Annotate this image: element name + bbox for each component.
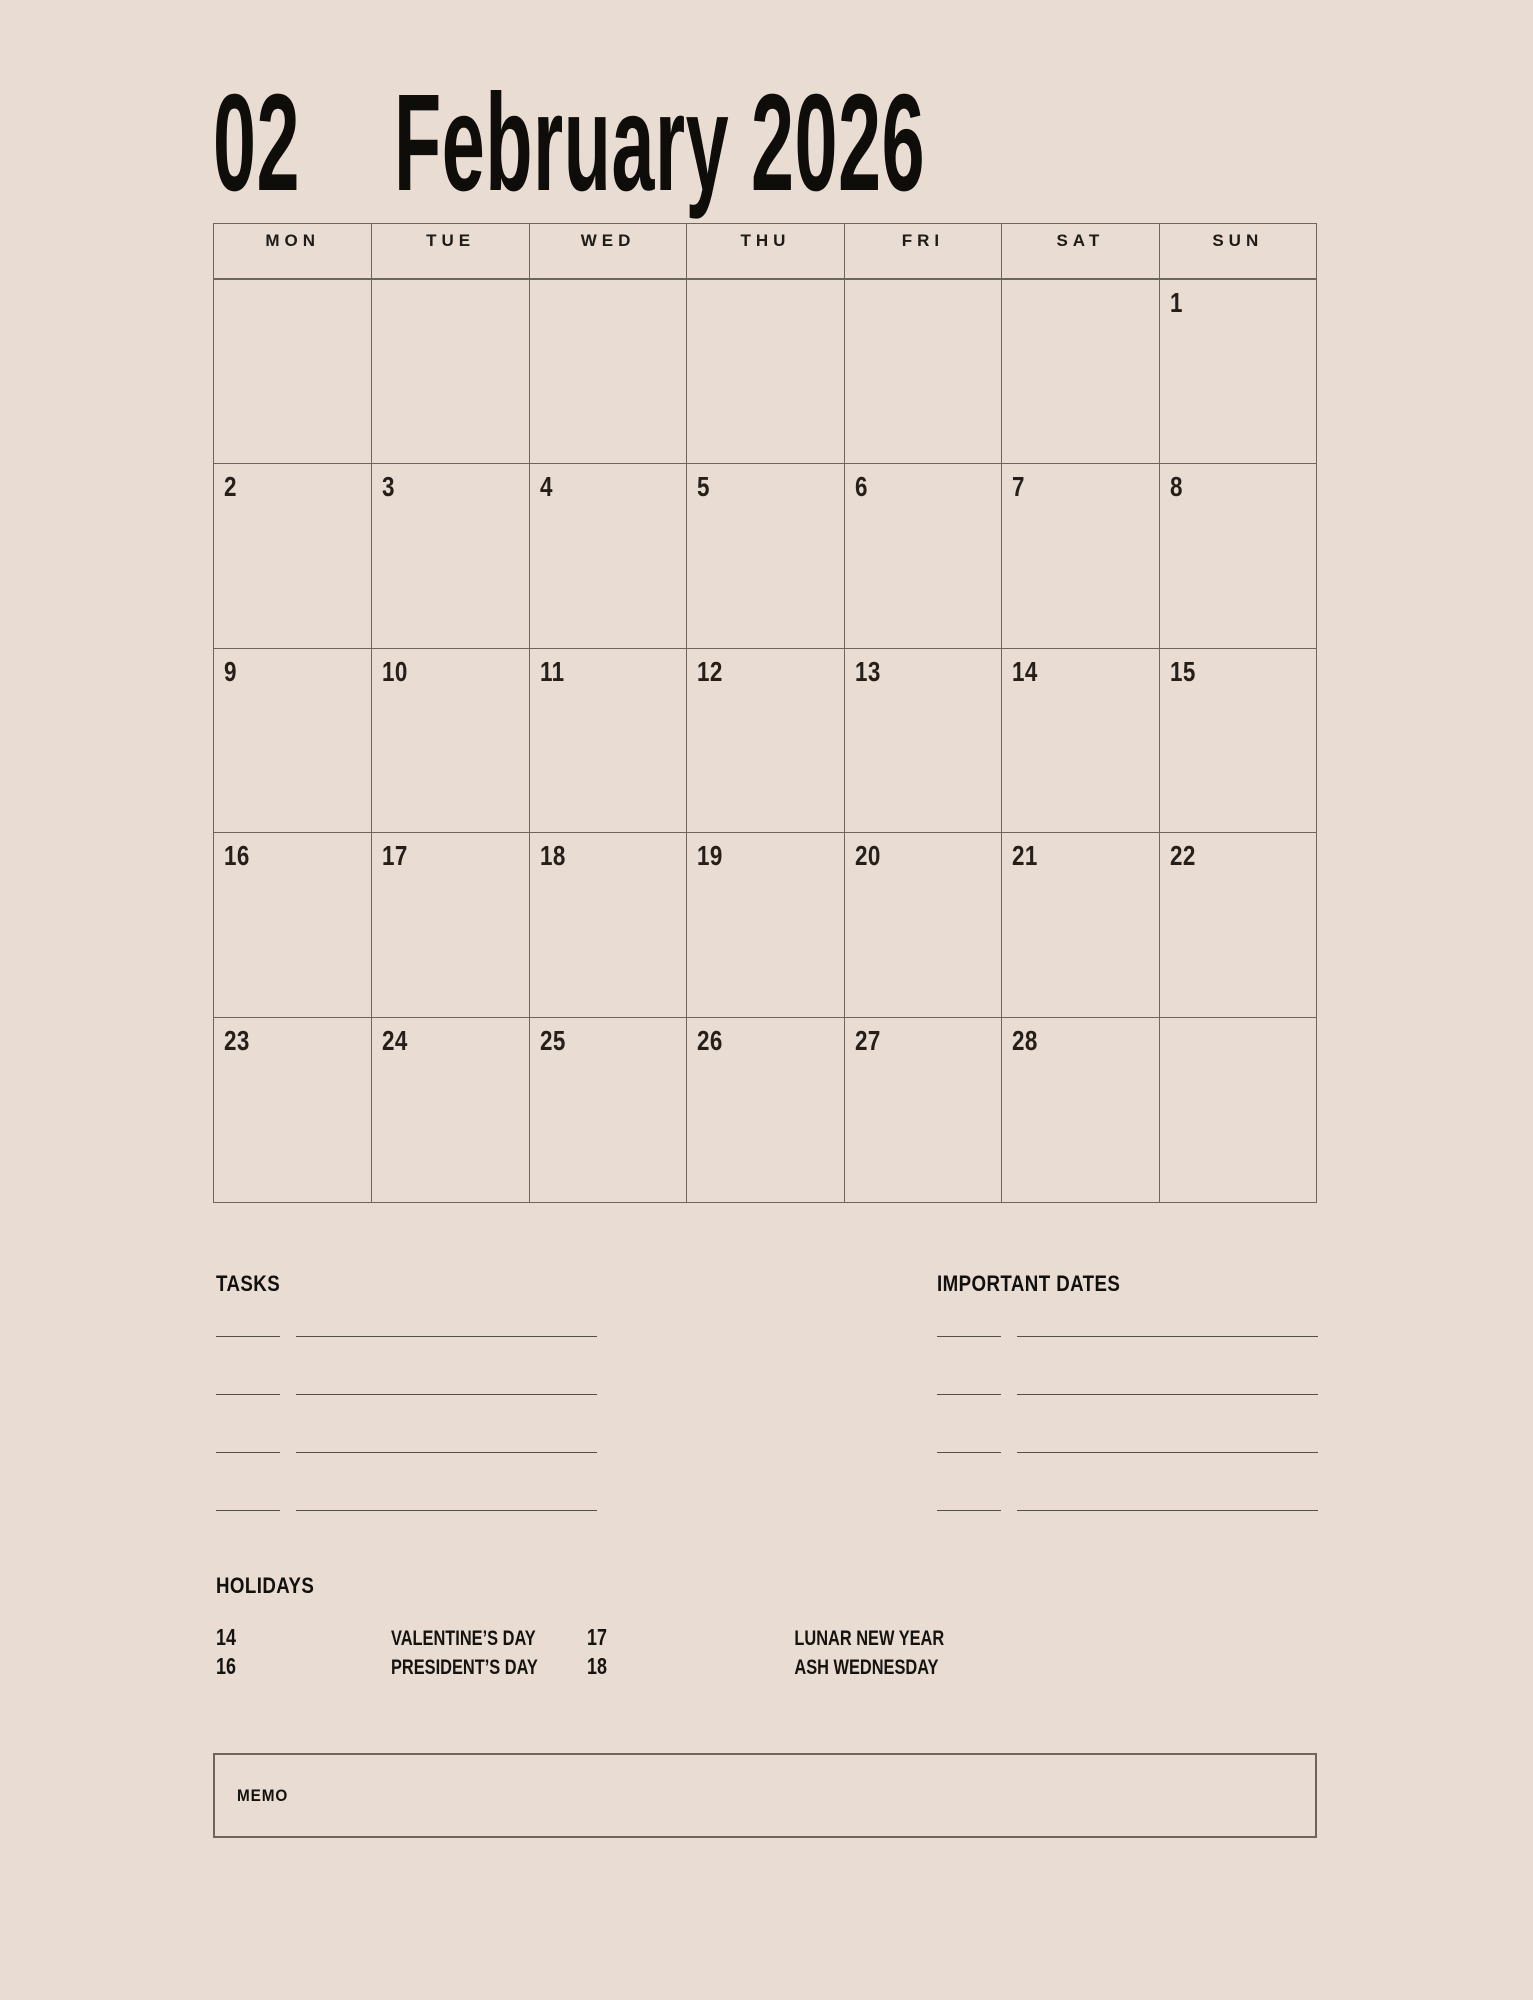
tasks-title: TASKS <box>216 1271 281 1296</box>
day-number: 24 <box>382 1025 409 1057</box>
year: 2026 <box>751 66 926 220</box>
weekday-header-tue: TUE <box>371 224 528 278</box>
important-date-date-line <box>937 1394 1001 1395</box>
day-number: 2 <box>224 470 237 502</box>
day-number: 10 <box>382 655 409 687</box>
weekday-header-fri: FRI <box>844 224 1001 278</box>
day-number: 19 <box>697 840 724 872</box>
day-number: 11 <box>539 655 565 687</box>
memo-label: MEMO <box>237 1785 289 1805</box>
month-name: February <box>394 66 730 220</box>
day-number: 6 <box>854 470 868 502</box>
day-cell-feb-20 <box>844 832 1001 1017</box>
task-line-row <box>216 1510 597 1511</box>
important-date-line-row <box>937 1452 1318 1453</box>
day-number: 16 <box>224 840 250 872</box>
important-date-text-line <box>1017 1336 1318 1337</box>
day-cell-feb-11 <box>529 648 686 833</box>
day-cell-feb-2 <box>214 463 371 648</box>
important-date-line-row <box>937 1336 1318 1337</box>
day-number: 27 <box>854 1025 881 1057</box>
task-date-line <box>216 1336 280 1337</box>
important-date-line-row <box>937 1394 1318 1395</box>
important-date-date-line <box>937 1510 1001 1511</box>
day-cell-feb-21 <box>1001 832 1158 1017</box>
day-number: 25 <box>539 1025 566 1057</box>
day-cell <box>214 278 371 463</box>
task-line-row <box>216 1336 597 1337</box>
day-cell <box>529 278 686 463</box>
holiday-name: LUNAR NEW YEAR <box>794 1627 945 1650</box>
day-cell-feb-4 <box>529 463 686 648</box>
day-cell-feb-8 <box>1159 463 1316 648</box>
day-cell-feb-13 <box>844 648 1001 833</box>
day-number: 17 <box>382 840 409 872</box>
day-number: 8 <box>1169 470 1183 502</box>
day-cell-feb-7 <box>1001 463 1158 648</box>
day-cell-feb-5 <box>686 463 843 648</box>
day-cell-feb-3 <box>371 463 528 648</box>
day-cell-feb-25 <box>529 1017 686 1202</box>
task-line-row <box>216 1394 597 1395</box>
day-cell-feb-1 <box>1159 278 1316 463</box>
holiday-name: VALENTINE’S DAY <box>391 1627 536 1650</box>
day-number: 20 <box>854 840 881 872</box>
day-cell <box>686 278 843 463</box>
day-number: 12 <box>697 655 724 687</box>
day-cell-feb-10 <box>371 648 528 833</box>
day-cell-feb-22 <box>1159 832 1316 1017</box>
holidays-title: HOLIDAYS <box>216 1573 315 1598</box>
day-number: 21 <box>1012 840 1038 872</box>
day-number: 18 <box>539 840 566 872</box>
holiday-date: 18 <box>587 1653 607 1679</box>
day-number: 14 <box>1012 655 1038 687</box>
important-date-date-line <box>937 1336 1001 1337</box>
day-number: 13 <box>854 655 881 687</box>
holiday-date: 17 <box>587 1624 607 1650</box>
day-cell-feb-26 <box>686 1017 843 1202</box>
holiday-date: 16 <box>216 1653 236 1679</box>
day-number: 9 <box>224 655 237 687</box>
day-cell-feb-9 <box>214 648 371 833</box>
day-cell-feb-16 <box>214 832 371 1017</box>
day-cell-feb-24 <box>371 1017 528 1202</box>
day-cell-feb-18 <box>529 832 686 1017</box>
task-text-line <box>296 1452 597 1453</box>
day-cell <box>1001 278 1158 463</box>
day-number: 28 <box>1012 1025 1038 1057</box>
day-number: 23 <box>224 1025 250 1057</box>
task-line-row <box>216 1452 597 1453</box>
day-cell <box>371 278 528 463</box>
weekday-header-wed: WED <box>529 224 686 278</box>
task-date-line <box>216 1394 280 1395</box>
holiday-date: 14 <box>216 1624 236 1650</box>
weekday-header-mon: MON <box>265 231 321 250</box>
holiday-name: PRESIDENT’S DAY <box>391 1656 538 1679</box>
day-cell-feb-28 <box>1001 1017 1158 1202</box>
day-number: 3 <box>382 470 396 502</box>
day-number: 5 <box>697 470 711 502</box>
weekday-header-sat: SAT <box>1001 224 1158 278</box>
task-text-line <box>296 1510 597 1511</box>
day-number: 15 <box>1169 655 1196 687</box>
day-cell-feb-23 <box>214 1017 371 1202</box>
day-cell-feb-14 <box>1001 648 1158 833</box>
task-text-line <box>296 1394 597 1395</box>
day-cell-feb-19 <box>686 832 843 1017</box>
holiday-name: ASH WEDNESDAY <box>794 1656 939 1679</box>
task-text-line <box>296 1336 597 1337</box>
month-number: 02 <box>213 66 301 220</box>
memo-box <box>213 1753 1317 1838</box>
task-date-line <box>216 1510 280 1511</box>
important-dates-title: IMPORTANT DATES <box>937 1271 1121 1296</box>
day-number: 26 <box>697 1025 724 1057</box>
important-date-line-row <box>937 1510 1318 1511</box>
calendar-grid <box>213 223 1317 1203</box>
day-cell <box>1159 1017 1316 1202</box>
day-cell-feb-17 <box>371 832 528 1017</box>
day-number: 7 <box>1012 470 1026 502</box>
day-cell-feb-12 <box>686 648 843 833</box>
day-number: 1 <box>1169 287 1183 318</box>
day-number: 22 <box>1169 840 1196 872</box>
day-cell-feb-15 <box>1159 648 1316 833</box>
important-date-text-line <box>1017 1452 1318 1453</box>
important-date-text-line <box>1017 1510 1318 1511</box>
weekday-header-sun: SUN <box>1159 224 1316 278</box>
weekday-header-thu: THU <box>686 224 843 278</box>
page-title <box>213 66 1317 234</box>
important-date-text-line <box>1017 1394 1318 1395</box>
important-date-date-line <box>937 1452 1001 1453</box>
day-cell-feb-6 <box>844 463 1001 648</box>
day-cell <box>844 278 1001 463</box>
day-number: 4 <box>539 470 553 502</box>
day-cell-feb-27 <box>844 1017 1001 1202</box>
task-date-line <box>216 1452 280 1453</box>
